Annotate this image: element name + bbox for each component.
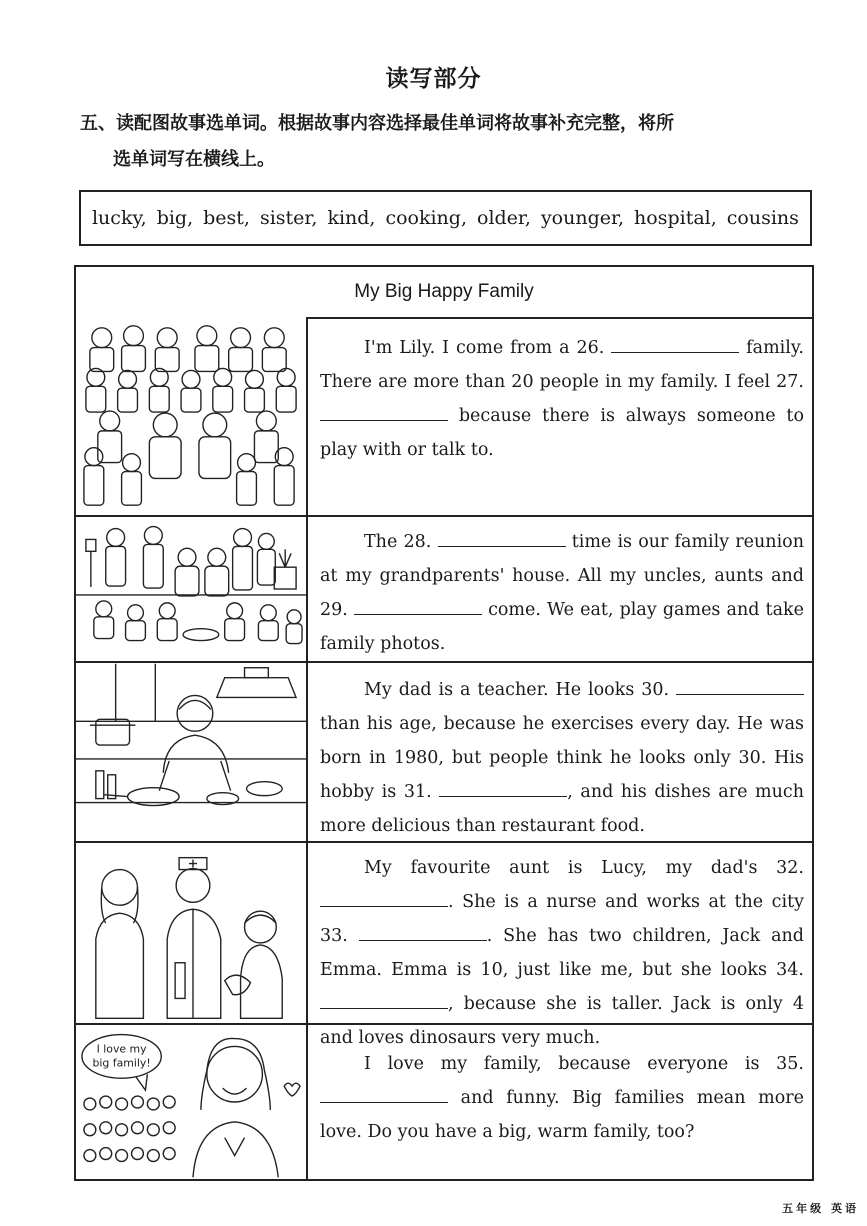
story-paragraph-4: My favourite aunt is Lucy, my dad's 32. . She is a nurse and works at the city 33. . She has two children, Jack and Emma. Emma is 10, just like me, but she looks 34., because she is taller. Jack is only 4 and loves dinosaurs very much. (320, 858, 804, 1048)
word-bank-item: sister, (259, 207, 318, 229)
girl-loves-family-illustration (76, 1025, 308, 1179)
answer-blank-35[interactable] (320, 1084, 448, 1103)
story-title: My Big Happy Family (76, 267, 812, 319)
answer-blank-34[interactable] (320, 990, 448, 1009)
word-bank-item: hospital, (634, 207, 717, 229)
instruction (80, 106, 820, 178)
svg-text:I love my: I love my (96, 1042, 147, 1056)
story-row-1 (76, 317, 812, 517)
word-bank-item: lucky, (91, 207, 147, 229)
instruction-line-1: 五、读配图故事选单词。根据故事内容选择最佳单词将故事补充完整，将所 (80, 113, 674, 134)
story-paragraph-2: The 28. time is our family reunion at my grandparents' house. All my uncles, aunts and 29. come. We eat, play games and take family photos. (320, 525, 804, 661)
word-bank-item: best, (203, 207, 250, 229)
word-bank (79, 190, 812, 246)
word-bank-item: cooking, (385, 207, 468, 229)
story-row-2 (76, 517, 812, 663)
answer-blank-29[interactable] (354, 596, 482, 615)
story-row-3 (76, 663, 812, 843)
word-bank-item: younger, (540, 207, 625, 229)
word-bank-item: kind, (327, 207, 376, 229)
story-paragraph-5: I love my family, because everyone is 35. and funny. Big families mean more love. Do you have a big, warm family, too? (320, 1054, 804, 1142)
aunt-nurse-illustration (76, 843, 308, 1023)
answer-blank-30[interactable] (676, 676, 804, 695)
story-paragraph-1: I'm Lily. I come from a 26. family. There are more than 20 people in my family. I feel 27. because there is always someone to play with or talk to. (320, 331, 804, 467)
story-row-5 (76, 1025, 812, 1179)
instruction-line-2: 选单词写在横线上。 (113, 149, 275, 170)
story-table (74, 265, 814, 1181)
answer-blank-33[interactable] (359, 922, 487, 941)
word-bank-item: big, (156, 207, 194, 229)
answer-blank-32[interactable] (320, 888, 448, 907)
big-family-illustration (76, 317, 308, 515)
story-row-4 (76, 843, 812, 1048)
dad-cooking-illustration (76, 663, 308, 841)
answer-blank-31[interactable] (439, 778, 567, 797)
story-paragraph-3: My dad is a teacher. He looks 30. than his age, because he exercises every day. He was born in 1980, but people think he looks only 30. His hobby is 31. , and his dishes are much more delicious than restaurant food. (320, 673, 804, 843)
answer-blank-28[interactable] (438, 528, 566, 547)
footer: 五年级 英语 (782, 1202, 859, 1215)
answer-blank-26[interactable] (611, 334, 739, 353)
family-reunion-illustration (76, 517, 308, 661)
answer-blank-27[interactable] (320, 402, 448, 421)
page-title: 读写部分 (385, 66, 482, 92)
word-bank-item: older, (477, 207, 531, 229)
svg-text:big family!: big family! (92, 1056, 151, 1070)
word-bank-item: cousins (726, 207, 799, 229)
